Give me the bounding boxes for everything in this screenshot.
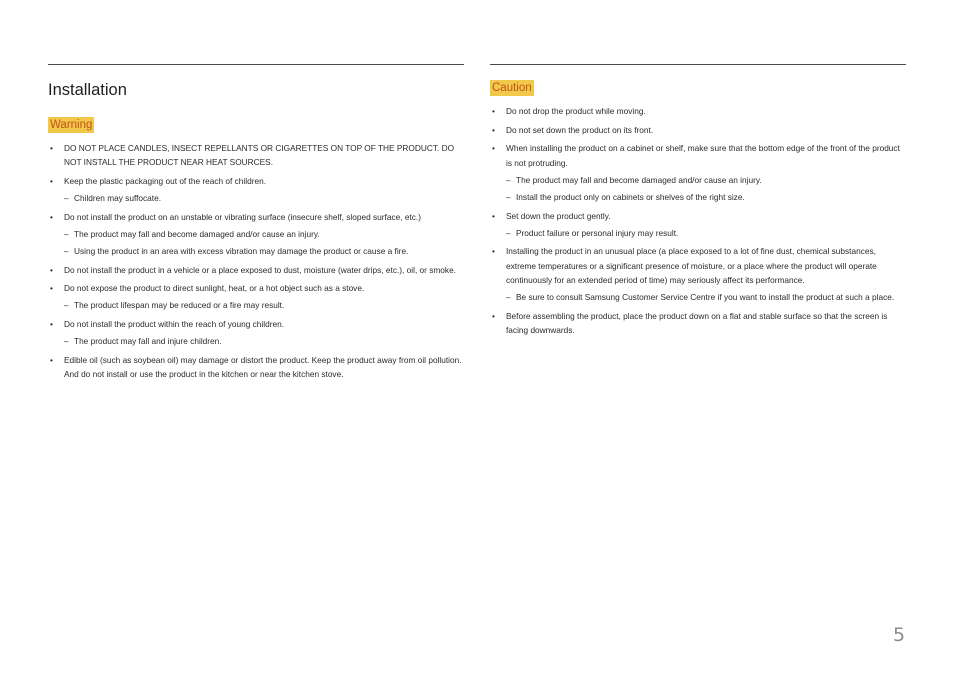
- list-item: [490, 209, 906, 240]
- list-item: [48, 210, 464, 258]
- sub-list-item-text: Be sure to consult Samsung Customer Service Centre if you want to install the product at such a place.: [516, 292, 895, 303]
- list-item-text: Do not install the product within the reach of young children.: [64, 319, 284, 330]
- sub-list-item: [64, 334, 464, 348]
- bullet-icon: •: [50, 175, 53, 186]
- dash-icon: –: [64, 300, 69, 311]
- dash-icon: –: [64, 193, 69, 204]
- bullet-icon: •: [492, 106, 495, 116]
- sub-list: [506, 173, 906, 204]
- sub-list-item: [64, 244, 464, 258]
- bullet-icon: •: [492, 143, 495, 154]
- list-item-text: Do not expose the product to direct sunlight, heat, or a hot object such as a stove.: [64, 283, 365, 294]
- list-item: [48, 141, 464, 170]
- list-item-text: Before assembling the product, place the product down on a flat and stable surface so that the screen is facing downwards.: [506, 310, 888, 335]
- list-item: [490, 104, 906, 118]
- right-column: [490, 64, 906, 342]
- sub-list: [64, 191, 464, 205]
- dash-icon: –: [506, 227, 511, 238]
- list-item: [490, 309, 906, 338]
- list-item: [48, 353, 464, 382]
- sub-list-item: [506, 190, 906, 204]
- bullet-icon: •: [50, 354, 53, 365]
- list-item: [48, 317, 464, 348]
- dash-icon: –: [64, 245, 69, 256]
- caution-tag: Caution: [492, 82, 532, 94]
- bullet-icon: •: [50, 211, 53, 222]
- sub-list-item-text: Install the product only on cabinets or shelves of the right size.: [516, 191, 745, 202]
- dash-icon: –: [64, 336, 69, 347]
- bullet-icon: •: [492, 124, 495, 135]
- list-item-text: Do not install the product on an unstable or vibrating surface (insecure shelf, sloped surface, etc.): [64, 211, 421, 222]
- dash-icon: –: [506, 174, 511, 185]
- bullet-icon: •: [50, 283, 53, 294]
- sub-list-item-text: The product lifespan may be reduced or a fire may result.: [74, 300, 285, 311]
- sub-list-item: [64, 227, 464, 241]
- list-item: [48, 263, 464, 277]
- sub-list-item: [64, 298, 464, 312]
- list-item-text: DO NOT PLACE CANDLES, INSECT REPELLANTS OR CIGARETTES ON TOP OF THE PRODUCT. DO NOT INSTALL THE PRODUCT NEAR HEAT SOURCES.: [64, 143, 455, 168]
- caution-list: [490, 104, 906, 337]
- dash-icon: –: [506, 191, 511, 202]
- sub-list-item-text: The product may fall and injure children.: [74, 336, 222, 347]
- top-rule-left: [48, 64, 464, 65]
- list-item-text: Keep the plastic packaging out of the reach of children.: [64, 175, 267, 186]
- sub-list-item: [64, 191, 464, 205]
- list-item-text: When installing the product on a cabinet or shelf, make sure that the bottom edge of the front of the product is not protruding.: [506, 143, 900, 168]
- sub-list-item-text: Children may suffocate.: [74, 193, 162, 204]
- page-number: 5: [893, 624, 906, 646]
- bullet-icon: •: [50, 319, 53, 330]
- bullet-icon: •: [50, 143, 53, 153]
- list-item-text: Do not set down the product on its front.: [506, 124, 654, 135]
- list-item: [490, 123, 906, 137]
- list-item: [490, 141, 906, 204]
- dash-icon: –: [64, 228, 69, 239]
- sub-list-item: [506, 173, 906, 187]
- sub-list-item: [506, 290, 906, 304]
- warning-tag: Warning: [50, 119, 93, 131]
- sub-list: [506, 290, 906, 304]
- list-item-text: Edible oil (such as soybean oil) may damage or distort the product. Keep the product away from oil pollution. And do not install or use the product in the kitchen or near the kitchen stove.: [64, 354, 462, 380]
- sub-list: [64, 227, 464, 258]
- list-item-text: Do not drop the product while moving.: [506, 106, 646, 116]
- list-item-text: Set down the product gently.: [506, 210, 611, 221]
- bullet-icon: •: [492, 210, 495, 221]
- warning-list: [48, 141, 464, 381]
- sub-list-item-text: The product may fall and become damaged and/or cause an injury.: [516, 174, 762, 185]
- list-item-text: Do not install the product in a vehicle or a place exposed to dust, moisture (water drips, etc.), oil, or smoke.: [64, 264, 456, 275]
- sub-list: [64, 334, 464, 348]
- sub-list-item-text: The product may fall and become damaged and/or cause an injury.: [74, 228, 320, 239]
- list-item: [48, 281, 464, 312]
- sub-list: [506, 226, 906, 240]
- list-item: [48, 174, 464, 205]
- bullet-icon: •: [50, 264, 53, 275]
- sub-list-item: [506, 226, 906, 240]
- sub-list-item-text: Using the product in an area with excess vibration may damage the product or cause a fire.: [74, 245, 409, 256]
- page-title: Installation: [48, 81, 127, 99]
- sub-list: [64, 298, 464, 312]
- list-item-text: Installing the product in an unusual place (a place exposed to a lot of fine dust, chemical substances, extreme temperatures or a significant presence of moisture, or a place where the product will operate continuously for an extended period of time) may seriously affect its performance.: [506, 246, 877, 285]
- bullet-icon: •: [492, 310, 495, 321]
- left-column: [48, 64, 464, 386]
- dash-icon: –: [506, 292, 511, 303]
- bullet-icon: •: [492, 246, 495, 257]
- sub-list-item-text: Product failure or personal injury may result.: [516, 227, 679, 238]
- list-item: [490, 244, 906, 304]
